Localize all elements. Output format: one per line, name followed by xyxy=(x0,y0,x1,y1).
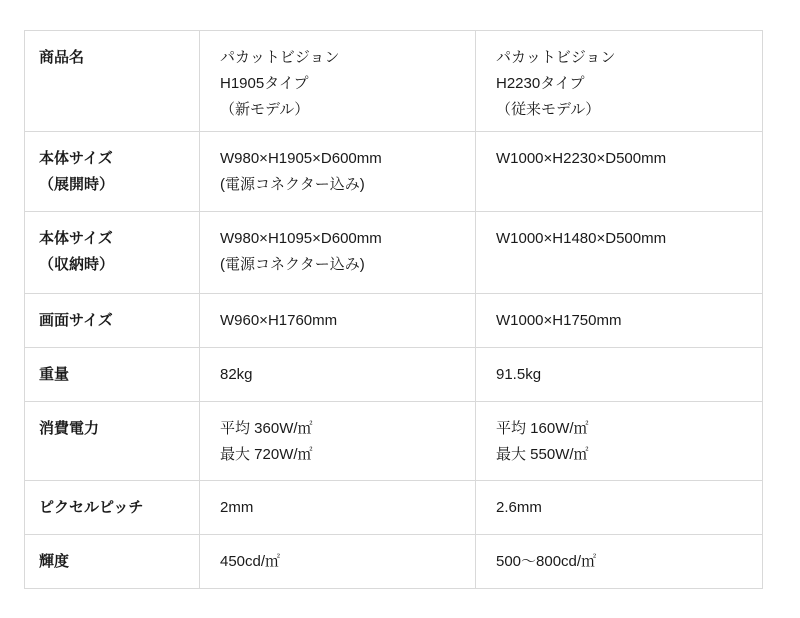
cell-line: （従来モデル） xyxy=(496,101,601,118)
cell-line: (電源コネクター込み) xyxy=(220,176,365,193)
cell-line: W1000×H1750mm xyxy=(496,312,622,329)
cell-new-pixel-pitch xyxy=(200,481,476,535)
cell-line: パカットビジョン xyxy=(496,49,616,66)
cell-old-screen-size xyxy=(476,294,763,348)
row-header-label: 重量 xyxy=(39,366,70,383)
row-header-power-consumption xyxy=(25,402,200,481)
cell-line: W980×H1905×D600mm xyxy=(220,150,382,167)
cell-line: 平均 160W/㎡ xyxy=(496,420,589,437)
cell-line: W1000×H2230×D500mm xyxy=(496,150,667,167)
cell-new-weight xyxy=(200,348,476,402)
cell-line: 最大 720W/㎡ xyxy=(220,446,313,463)
row-header-label: ピクセルピッチ xyxy=(39,499,144,516)
row-header-label: 本体サイズ xyxy=(39,230,113,247)
cell-new-screen-size xyxy=(200,294,476,348)
cell-new-brightness xyxy=(200,535,476,589)
table-row-body-size-stored xyxy=(25,212,763,294)
cell-old-body-size-stored xyxy=(476,212,763,294)
row-header-label: 消費電力 xyxy=(39,420,100,437)
cell-new-power-consumption xyxy=(200,402,476,481)
row-header-screen-size xyxy=(25,294,200,348)
row-header-body-size-stored xyxy=(25,212,200,294)
row-header-label: 輝度 xyxy=(39,553,70,570)
cell-new-body-size-expanded xyxy=(200,132,476,212)
table-row-brightness xyxy=(25,535,763,589)
spec-table-body xyxy=(25,31,763,589)
table-row-weight xyxy=(25,348,763,402)
row-header-body-size-expanded xyxy=(25,132,200,212)
cell-line: 最大 550W/㎡ xyxy=(496,446,589,463)
row-header-product-name xyxy=(25,31,200,132)
cell-line: 平均 360W/㎡ xyxy=(220,420,313,437)
cell-line: H1905タイプ xyxy=(220,75,309,92)
row-header-label: 画面サイズ xyxy=(39,312,113,329)
cell-old-body-size-expanded xyxy=(476,132,763,212)
cell-old-power-consumption xyxy=(476,402,763,481)
cell-old-product-name xyxy=(476,31,763,132)
cell-line: W1000×H1480×D500mm xyxy=(496,230,667,247)
cell-old-pixel-pitch xyxy=(476,481,763,535)
cell-old-brightness xyxy=(476,535,763,589)
row-header-label: 本体サイズ xyxy=(39,150,113,167)
row-header-sublabel: （展開時） xyxy=(39,176,115,193)
table-row-product-name xyxy=(25,31,763,132)
cell-line: （新モデル） xyxy=(220,101,310,118)
cell-new-body-size-stored xyxy=(200,212,476,294)
table-row-power-consumption xyxy=(25,402,763,481)
row-header-brightness xyxy=(25,535,200,589)
cell-line: W960×H1760mm xyxy=(220,312,338,329)
cell-line: (電源コネクター込み) xyxy=(220,256,365,273)
cell-line: 82kg xyxy=(220,366,253,383)
row-header-pixel-pitch xyxy=(25,481,200,535)
cell-line: 91.5kg xyxy=(496,366,542,383)
row-header-weight xyxy=(25,348,200,402)
table-row-pixel-pitch xyxy=(25,481,763,535)
table-row-screen-size xyxy=(25,294,763,348)
spec-comparison-table xyxy=(24,30,763,589)
cell-line: 500〜800cd/㎡ xyxy=(496,553,597,570)
cell-line: W980×H1095×D600mm xyxy=(220,230,382,247)
row-header-label: 商品名 xyxy=(39,49,85,66)
table-row-body-size-expanded xyxy=(25,132,763,212)
cell-line: 450cd/㎡ xyxy=(220,553,281,570)
row-header-sublabel: （収納時） xyxy=(39,256,115,273)
cell-line: パカットビジョン xyxy=(220,49,340,66)
cell-line: 2mm xyxy=(220,499,254,516)
cell-old-weight xyxy=(476,348,763,402)
cell-line: H2230タイプ xyxy=(496,75,585,92)
cell-new-product-name xyxy=(200,31,476,132)
cell-line: 2.6mm xyxy=(496,499,542,516)
